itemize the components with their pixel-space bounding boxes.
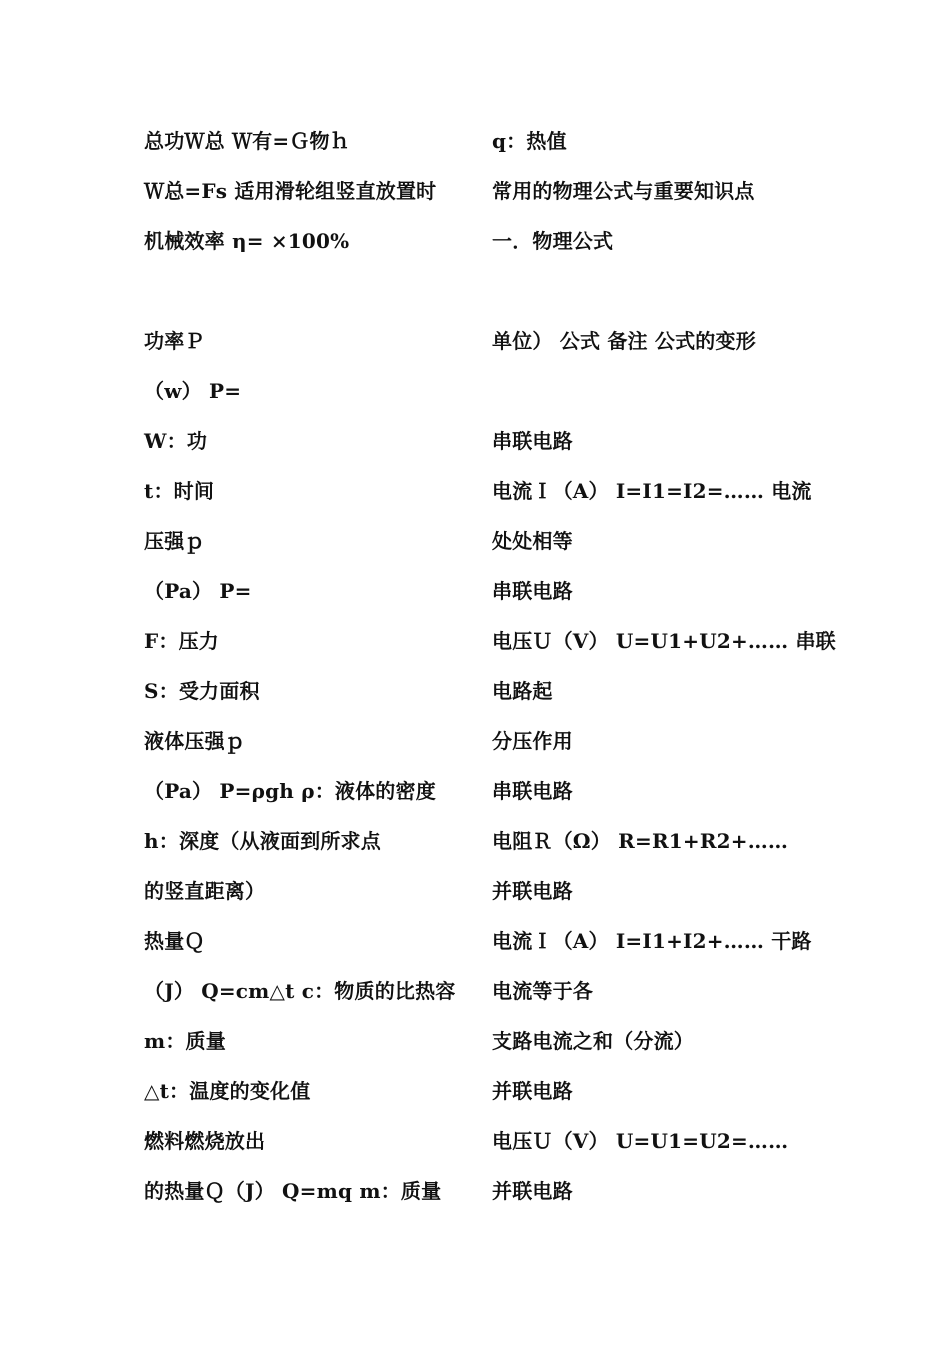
right-column bbox=[492, 122, 836, 1222]
text-line: 热量Ｑ bbox=[144, 929, 205, 953]
text-line: 常用的物理公式与重要知识点 bbox=[492, 179, 755, 203]
text-line: 电路起 bbox=[492, 679, 553, 703]
text-line: m：质量 bbox=[144, 1029, 226, 1053]
text-line: 一．物理公式 bbox=[492, 229, 614, 253]
text-line: 机械效率 η= ×100% bbox=[144, 229, 350, 253]
text-line: 功率Ｐ bbox=[144, 329, 205, 353]
text-line: 并联电路 bbox=[492, 1079, 573, 1103]
text-line: W：功 bbox=[144, 429, 208, 453]
text-line: 并联电路 bbox=[492, 1179, 573, 1203]
text-line: 电压Ｕ（V） U=U1+U2+…… 串联 bbox=[492, 629, 836, 653]
text-line: 液体压强ｐ bbox=[144, 729, 245, 753]
left-column bbox=[144, 122, 474, 1222]
blank-line bbox=[492, 272, 822, 322]
text-line: 支路电流之和（分流） bbox=[492, 1029, 694, 1053]
text-line: F：压力 bbox=[144, 629, 219, 653]
text-line: 处处相等 bbox=[492, 529, 573, 553]
text-line: 电阻Ｒ（Ω） R=R1+R2+…… bbox=[492, 829, 789, 853]
text-line: △t：温度的变化值 bbox=[144, 1079, 311, 1103]
text-line: 串联电路 bbox=[492, 779, 573, 803]
blank-line bbox=[492, 372, 822, 422]
text-line: （Pa） P=ρgh ρ：液体的密度 bbox=[144, 779, 436, 803]
text-line: 电流Ｉ（A） I=I1=I2=…… 电流 bbox=[492, 479, 812, 503]
text-line: 的热量Ｑ（J） Q=mq m：质量 bbox=[144, 1179, 442, 1203]
text-line: S：受力面积 bbox=[144, 679, 260, 703]
text-line: 串联电路 bbox=[492, 429, 573, 453]
text-line: 的竖直距离） bbox=[144, 879, 266, 903]
text-line: t：时间 bbox=[144, 479, 215, 503]
text-line: 电流等于各 bbox=[492, 979, 593, 1003]
text-line: 总功Ｗ总 Ｗ有=Ｇ物ｈ bbox=[144, 129, 350, 153]
text-line: 压强ｐ bbox=[144, 529, 205, 553]
text-line: 分压作用 bbox=[492, 729, 573, 753]
text-line: 单位） 公式 备注 公式的变形 bbox=[492, 329, 756, 353]
text-line: 燃料燃烧放出 bbox=[144, 1129, 266, 1153]
text-line: q：热值 bbox=[492, 129, 567, 153]
text-line: （Pa） P= bbox=[144, 579, 252, 603]
text-line: 电压Ｕ（V） U=U1=U2=…… bbox=[492, 1129, 789, 1153]
text-line: 并联电路 bbox=[492, 879, 573, 903]
text-line: 串联电路 bbox=[492, 579, 573, 603]
text-line: （w） P= bbox=[144, 379, 242, 403]
text-line: h：深度（从液面到所求点 bbox=[144, 829, 381, 853]
text-line: 电流Ｉ（A） I=I1+I2+…… 干路 bbox=[492, 929, 812, 953]
text-line: Ｗ总=Fs 适用滑轮组竖直放置时 bbox=[144, 179, 437, 203]
blank-line bbox=[144, 272, 474, 322]
text-line: （J） Q=cm△t c：物质的比热容 bbox=[144, 979, 456, 1003]
